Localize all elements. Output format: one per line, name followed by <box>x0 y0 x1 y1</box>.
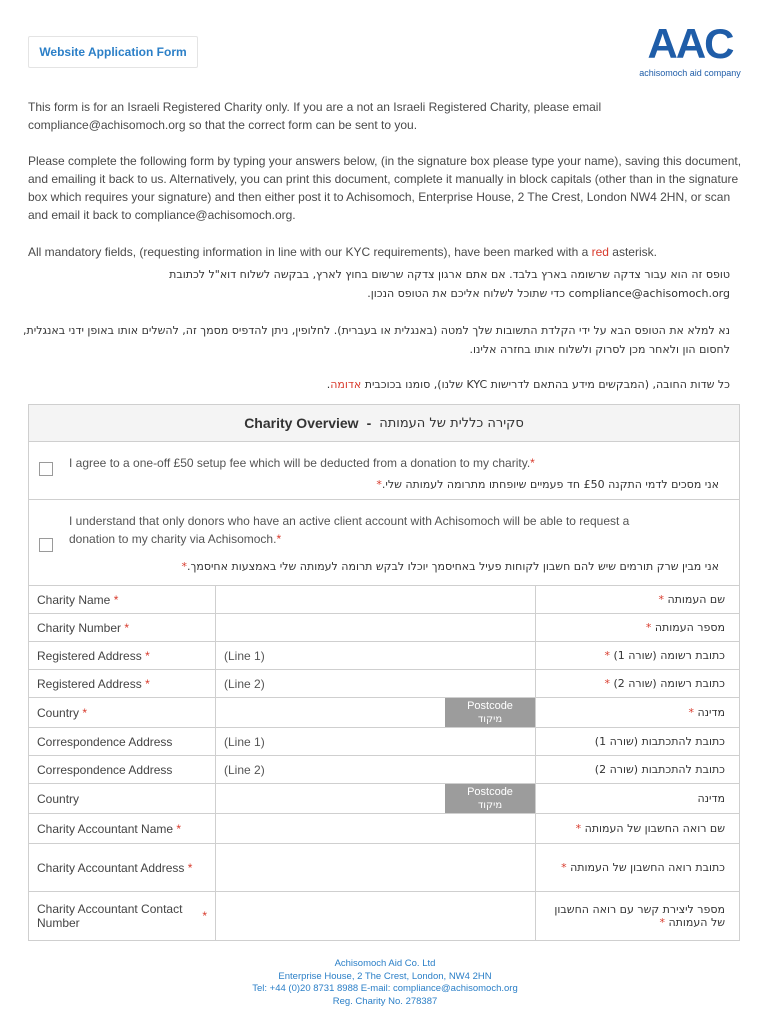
field-label-he <box>536 728 739 755</box>
required-asterisk: * <box>688 706 694 719</box>
postcode-label: Postcode <box>467 699 513 712</box>
field-label-he-text <box>646 621 725 634</box>
field-label-he-text <box>688 706 725 719</box>
section-separator: - <box>366 415 372 431</box>
field-input[interactable] <box>216 698 536 727</box>
field-label-text: Charity Name <box>37 592 111 607</box>
field-row <box>29 784 739 814</box>
field-label-en <box>29 642 216 669</box>
red-word: red <box>591 245 609 259</box>
field-label-en <box>29 756 216 783</box>
postcode-label: Postcode <box>467 785 513 798</box>
field-row <box>29 670 739 698</box>
field-label-text: Registered Address <box>37 648 142 663</box>
field-row <box>29 814 739 844</box>
field-row <box>29 892 739 940</box>
field-label-he <box>536 698 739 727</box>
required-asterisk: * <box>176 821 182 836</box>
intro-paragraph-1: This form is for an Israeli Registered Charity only. If you are a not an Israeli Registered Charity, please email compliance@achisomoch.org so that the correct form can be sent to you. <box>28 100 602 132</box>
required-asterisk: * <box>145 648 150 663</box>
field-label-he <box>536 814 739 843</box>
required-asterisk: * <box>187 860 193 875</box>
field-label-he <box>536 892 739 940</box>
field-label-he-text <box>595 735 725 748</box>
field-label-text: Country <box>37 705 80 720</box>
required-asterisk: * <box>376 478 382 491</box>
field-input[interactable] <box>216 614 536 641</box>
required-asterisk: * <box>181 560 187 573</box>
hebrew-intro-1 <box>20 265 730 303</box>
field-label-he-words: כתובת רואה החשבון של העמותה <box>570 861 725 874</box>
field-input[interactable] <box>216 728 536 755</box>
donors-text-he <box>69 560 719 573</box>
charity-overview-table <box>28 404 740 941</box>
logo-subtitle: achisomoch aid company <box>639 68 741 78</box>
mandatory-note-end: asterisk. <box>608 245 657 259</box>
required-asterisk: * <box>202 909 207 923</box>
field-input[interactable] <box>216 670 536 697</box>
field-label-he-text <box>604 677 725 690</box>
aac-logo <box>636 22 744 82</box>
field-label-text: Country <box>37 791 80 806</box>
field-label-text: Correspondence Address <box>37 762 173 777</box>
hebrew-intro-2 <box>20 321 730 359</box>
required-asterisk: * <box>659 916 665 929</box>
field-label-he <box>536 844 739 891</box>
field-label-he-words: מספר ליצירת קשר עם רואה החשבון של העמותה <box>554 903 725 929</box>
field-label-he-text <box>550 903 725 929</box>
field-input-hint: (Line 1) <box>224 648 265 663</box>
field-label-en <box>29 586 216 613</box>
logo-mark: AAC <box>647 20 733 67</box>
field-label-text: Charity Accountant Name <box>37 821 174 836</box>
field-label-he-words: כתובת להתכתבות (שורה 2) <box>594 763 725 776</box>
intro-paragraph-3 <box>28 243 742 261</box>
field-row <box>29 728 739 756</box>
field-label-he-words: כתובת רשומה (שורה 2) <box>613 677 725 690</box>
required-asterisk: * <box>604 677 610 690</box>
mandatory-note: All mandatory fields, (requesting information in line with our KYC requirements), have been marked with a <box>28 245 592 259</box>
setup-fee-text-he <box>69 478 719 491</box>
footer-address: Enterprise House, 2 The Crest, London, NW4 2HN <box>278 970 492 982</box>
field-label-text: Correspondence Address <box>37 734 173 749</box>
hebrew-intro-1-line-2: compliance@achisomoch.org כדי שתוכל לשלוח אליכם את הטופס הנכון. <box>367 287 730 300</box>
field-label-he-words: כתובת להתכתבות (שורה 1) <box>594 735 725 748</box>
donors-text-en <box>69 512 659 548</box>
setup-fee-text-en <box>69 454 659 472</box>
field-label-en <box>29 844 216 891</box>
postcode-field[interactable] <box>445 698 535 727</box>
donors-checkbox[interactable] <box>39 538 53 552</box>
field-label-he <box>536 784 739 813</box>
required-asterisk: * <box>82 705 88 720</box>
field-label-he <box>536 756 739 783</box>
field-input[interactable] <box>216 586 536 613</box>
footer <box>0 958 770 1008</box>
field-row <box>29 614 739 642</box>
field-label-text: Charity Number <box>37 620 122 635</box>
postcode-label-he: מיקוד <box>477 713 503 725</box>
field-label-he <box>536 670 739 697</box>
field-label-en <box>29 728 216 755</box>
footer-contact: Tel: +44 (0)20 8731 8988 E-mail: compliance@achisomoch.org <box>252 983 518 994</box>
setup-fee-label: I agree to a one-off £50 setup fee which will be deducted from a donation to my charity. <box>69 456 531 470</box>
field-label-he-words: מדינה <box>697 706 725 719</box>
field-input[interactable] <box>216 784 536 813</box>
field-label-en <box>29 670 216 697</box>
section-title-he: סקירה כללית של העמותה <box>379 415 524 431</box>
field-label-he-text <box>604 649 725 662</box>
agreement-setup-fee <box>29 442 739 500</box>
field-label-he-words: מספר העמותה <box>654 621 725 634</box>
field-label-en <box>29 614 216 641</box>
field-input[interactable] <box>216 844 536 891</box>
field-label-he-text <box>595 763 725 776</box>
field-label-en <box>29 698 216 727</box>
field-label-he-text <box>697 792 725 805</box>
field-label-en <box>29 814 216 843</box>
field-row <box>29 756 739 784</box>
field-label-he-text <box>561 861 725 874</box>
hebrew-intro-2-line-1: נא למלא את הטופס הבא על ידי הקלדת התשובות שלך למטה (באנגלית או בעברית). לחלופין, ניתן להדפיס מסמך זה, להשלים אותו באופן ידני באנגלית, <box>23 324 730 337</box>
field-label-he-words: שם העמותה <box>667 593 725 606</box>
donors-label-he: אני מבין שרק תורמים שיש להם חשבון לקוחות פעיל באחיסמך יוכלו לבקש תרומה לעמותה שלי באמצעות אחיסמך. <box>186 560 719 573</box>
field-label-en <box>29 892 216 940</box>
footer-company: Achisomoch Aid Co. Ltd <box>334 958 436 969</box>
hebrew-red-word: אדומה <box>330 378 362 391</box>
field-input-hint: (Line 2) <box>224 676 265 691</box>
field-label-text: Charity Accountant Address <box>37 860 185 875</box>
required-asterisk: * <box>145 676 150 691</box>
postcode-field[interactable] <box>445 784 535 813</box>
form-title: Website Application Form <box>28 36 198 68</box>
field-input-hint: (Line 1) <box>224 734 265 749</box>
section-title-en: Charity Overview <box>244 415 359 431</box>
field-label-he <box>536 614 739 641</box>
field-row <box>29 844 739 892</box>
intro-paragraph-2: Please complete the following form by typing your answers below, (in the signature box please type your name), saving this document, and emailing it back to us. Alternatively, you can print this document, complete it manually in block capitals (other than in the signature box which requires your signature) and then either post it to Achisomoch, Enterprise House, 2 The Crest, London NW4 2HN, or scan and email it back to compliance@achisomoch.org. <box>28 154 742 222</box>
setup-fee-label-he: אני מסכים לדמי התקנה £50 חד פעמיים שיופחתו מתרומה לעמותה שלי. <box>381 478 719 491</box>
field-input[interactable] <box>216 892 536 940</box>
field-label-he-text <box>576 822 725 835</box>
hebrew-mandatory-end: . <box>326 378 331 391</box>
required-asterisk: * <box>645 621 652 634</box>
hebrew-mandatory-note: כל שדות החובה, (המבקשים מידע בהתאם לדרישות KYC שלנו), סומנו בכוכבית <box>361 378 730 391</box>
required-asterisk: * <box>276 532 282 546</box>
donors-label: I understand that only donors who have an active client account with Achisomoch will be able to request a donation to my charity via Achisomoch. <box>69 514 630 546</box>
hebrew-intro-3 <box>20 375 730 394</box>
field-row <box>29 586 739 614</box>
required-asterisk: * <box>604 649 610 662</box>
hebrew-intro-1-line-1: טופס זה הוא עבור צדקה שרשומה בארץ בלבד. אם אתם ארגון צדקה שרשום בחוץ לארץ, בבקשה לשלוח דוא"ל לכתובת <box>169 268 730 281</box>
required-asterisk: * <box>530 456 535 470</box>
field-input-hint: (Line 2) <box>224 762 265 777</box>
required-asterisk: * <box>658 593 664 606</box>
field-label-he-words: כתובת רשומה (שורה 1) <box>613 649 725 662</box>
field-input[interactable] <box>216 642 536 669</box>
field-label-he <box>536 586 739 613</box>
field-row <box>29 642 739 670</box>
field-label-he-words: שם רואה החשבון של העמותה <box>584 822 725 835</box>
footer-reg-number: Reg. Charity No. 278387 <box>332 995 438 1007</box>
setup-fee-checkbox[interactable] <box>39 462 53 476</box>
field-label-he <box>536 642 739 669</box>
field-label-he-text <box>658 593 725 606</box>
field-label-he-words: מדינה <box>697 792 725 805</box>
field-input[interactable] <box>216 756 536 783</box>
field-label-text: Charity Accountant Contact Number <box>37 902 183 930</box>
agreement-donors <box>29 500 739 586</box>
required-asterisk: * <box>124 620 130 635</box>
field-label-text: Registered Address <box>37 676 142 691</box>
required-asterisk: * <box>561 861 567 874</box>
section-header <box>29 405 739 442</box>
required-asterisk: * <box>113 592 119 607</box>
postcode-label-he: מיקוד <box>477 799 503 811</box>
field-row <box>29 698 739 728</box>
hebrew-intro-2-line-2: לחסום הון ולאחר מכן לסרוק ולשלוח אותו בחזרה אלינו. <box>469 343 730 356</box>
field-input[interactable] <box>216 814 536 843</box>
required-asterisk: * <box>575 822 582 835</box>
field-label-en <box>29 784 216 813</box>
